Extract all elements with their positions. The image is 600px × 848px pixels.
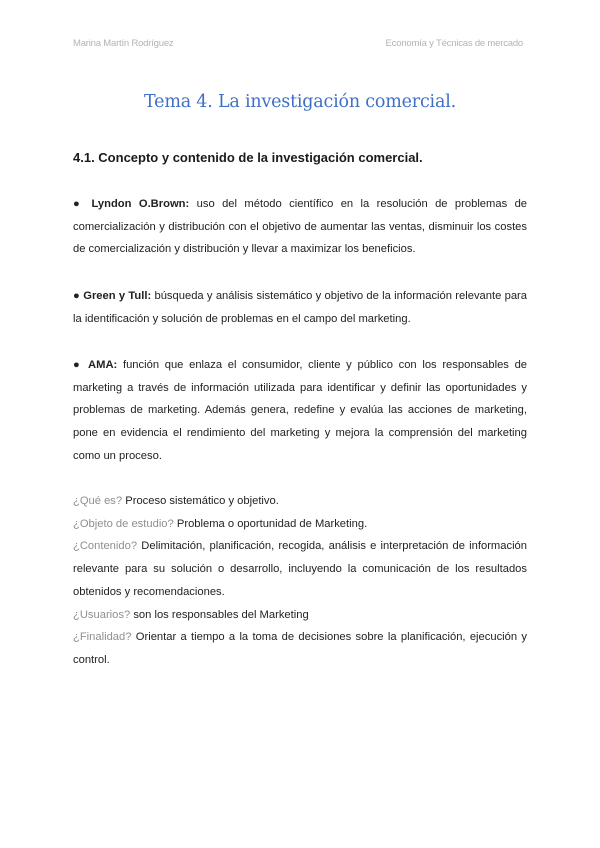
qa-section <box>73 490 527 672</box>
definition-ama <box>73 354 527 468</box>
qa-question: ¿Objeto de estudio? <box>73 517 174 530</box>
qa-item-finalidad <box>73 626 527 671</box>
qa-item-usuarios <box>73 604 527 627</box>
qa-answer: Orientar a tiempo a la toma de decisiones sobre la planificación, ejecución y control. <box>73 631 527 666</box>
section-heading: 4.1. Concepto y contenido de la investigación comercial. <box>73 150 423 165</box>
qa-question: ¿Usuarios? <box>73 608 131 621</box>
qa-item-que-es <box>73 490 527 513</box>
definition-text: búsqueda y análisis sistemático y objetivo de la información relevante para la identificación y solución de problemas en el campo del marketing. <box>73 290 527 325</box>
qa-question: ¿Contenido? <box>73 540 138 553</box>
qa-question: ¿Finalidad? <box>73 631 132 644</box>
page-title: Tema 4. La investigación comercial. <box>144 92 456 112</box>
qa-answer: Proceso sistemático y objetivo. <box>125 495 279 507</box>
definition-text: uso del método científico en la resolución de problemas de comercialización y distribución con el objetivo de aumentar las ventas, disminuir los costes de comercialización y distribución y llevar a maximizar los beneficios. <box>73 198 528 256</box>
definition-lyndon-brown <box>73 193 527 261</box>
definition-text: función que enlaza el consumidor, cliente y público con los responsables de marketing a través de información utilizada para identificar y definir las oportunidades y problemas de marketing. Además genera, redefine y evalúa las acciones de marketing, pone en evidencia el rendimiento del marketing y mejora la comprensión del marketing como un proceso. <box>73 359 528 462</box>
bullet-icon: ● <box>73 198 85 210</box>
header-subject: Economía y Técnicas de mercado <box>385 38 523 49</box>
qa-item-contenido <box>73 535 527 603</box>
header-author: Marina Martín Rodríguez <box>73 38 174 49</box>
bullet-icon: ● <box>73 359 83 371</box>
definition-author: Lyndon O.Brown: <box>91 198 190 210</box>
bullet-icon: ● <box>73 290 80 302</box>
qa-answer: Problema o oportunidad de Marketing. <box>176 517 368 530</box>
qa-item-objeto <box>73 513 527 536</box>
definition-author: Green y Tull: <box>83 290 152 302</box>
qa-answer: Delimitación, planificación, recogida, análisis e interpretación de información relevante para su solución o desarrollo, incluyendo la comunicación de los resultados obtenidos y recomendaciones. <box>73 540 527 598</box>
definition-green-tull <box>73 285 527 330</box>
definition-author: AMA: <box>88 359 118 371</box>
qa-question: ¿Qué es? <box>73 495 123 507</box>
qa-answer: son los responsables del Marketing <box>133 608 309 621</box>
